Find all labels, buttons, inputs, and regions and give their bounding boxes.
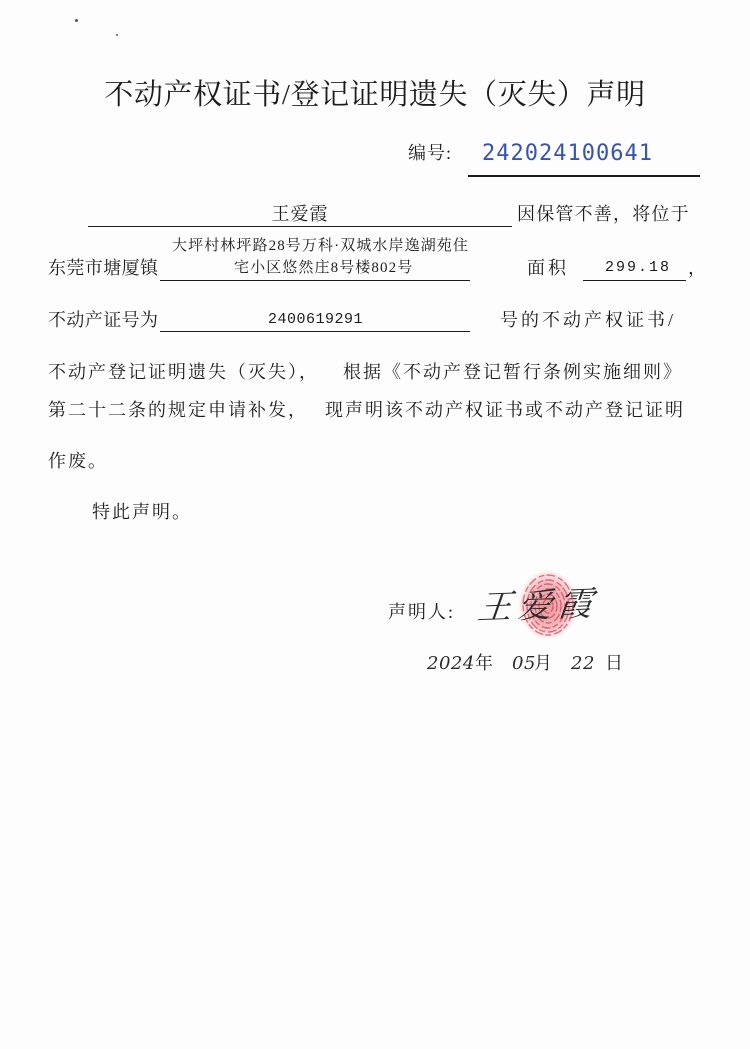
- date-year: 2024: [427, 653, 475, 674]
- address-underline: [160, 280, 470, 281]
- address-line-2: 宅小区悠然庄8号楼802号: [234, 260, 414, 276]
- body-line-5b: 现声明该不动产权证书或不动产登记证明: [325, 400, 685, 420]
- body-line-4a: 不动产登记证明遗失（灭失），: [48, 362, 319, 382]
- name-underline: [88, 226, 512, 227]
- certificate-number: 2400619291: [268, 311, 364, 328]
- date-day-unit: 日: [605, 653, 625, 673]
- body-line-4b: 根据《不动产登记暂行条例实施细则》: [343, 362, 683, 382]
- area-comma: ，: [688, 258, 708, 278]
- date-day: 22: [571, 653, 595, 674]
- date-year-unit: 年: [475, 653, 495, 673]
- address-line-1: 大坪村林坪路28号万科·双城水岸逸湖苑住: [172, 238, 469, 254]
- date-month: 05: [512, 653, 536, 674]
- area-value: 299.18: [605, 259, 672, 276]
- document-title: 不动产权证书/登记证明遗失（灭失）声明: [104, 79, 646, 111]
- certificate-number-underline: [160, 331, 470, 332]
- serial-number-stamp: 242024100641: [482, 141, 653, 166]
- body-line-6: 作废。: [48, 451, 108, 471]
- declarant-name: 王爱霞: [271, 204, 329, 224]
- declarant-label: 声明人:: [388, 602, 456, 622]
- city-town: 东莞市塘厦镇: [48, 258, 159, 278]
- scan-speck: [75, 19, 78, 22]
- handwritten-signature: 王爱霞: [475, 583, 601, 629]
- date-month-unit: 月: [534, 653, 554, 673]
- scan-speck: [116, 34, 118, 36]
- body-line-5a: 第二十二条的规定申请补发，: [48, 400, 308, 420]
- certificate-number-label: 不动产证号为: [48, 310, 159, 330]
- loss-reason-text: 因保管不善，将位于: [517, 204, 690, 224]
- serial-label: 编号:: [408, 143, 453, 163]
- area-underline: [583, 280, 686, 281]
- area-label: 面积: [527, 258, 569, 278]
- certificate-suffix: 号的不动产权证书/: [500, 310, 677, 330]
- serial-underline: [468, 175, 700, 177]
- closing-statement: 特此声明。: [92, 502, 192, 522]
